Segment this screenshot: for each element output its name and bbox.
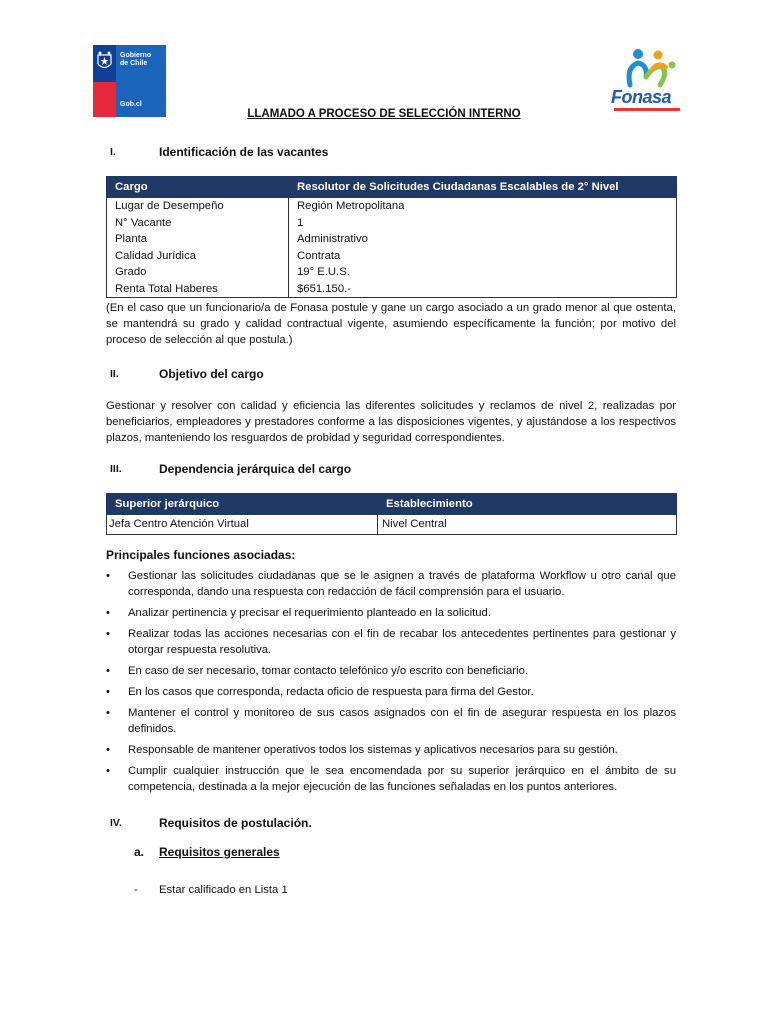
section-4-title: Requisitos de postulación. <box>159 816 312 830</box>
dependency-header-superior: Superior jerárquico <box>107 494 378 515</box>
coat-of-arms-icon <box>95 49 114 74</box>
function-text: Gestionar las solicitudes ciudadanas que se le asignen a través de plataforma Workflow u otro canal que corresponda, dando una respuesta con redacción de fácil comprensión para el usuario. <box>128 570 676 598</box>
bullet-icon: • <box>106 765 110 777</box>
function-text: Realizar todas las acciones necesarias con el fin de recabar los antecedentes pertinentes para gestionar y otorgar respuesta resolutiva. <box>128 628 676 656</box>
bullet-icon: • <box>106 665 110 677</box>
vacancy-table-header <box>107 177 677 198</box>
list-item <box>106 626 676 658</box>
function-text: Cumplir cualquier instrucción que le sea encomendada por su superior jerárquico en el ámbito de su competencia, destinada a la mejor ejecución de las funciones señaladas en los puntos anteriores. <box>128 765 676 793</box>
vacancy-header-value: Resolutor de Solicitudes Ciudadanas Escalables de 2° Nivel <box>289 177 677 198</box>
requirement-item: Estar calificado en Lista 1 <box>159 884 288 896</box>
fonasa-logo <box>608 45 686 113</box>
list-item <box>106 568 676 600</box>
section-4-number: IV. <box>110 817 122 829</box>
vacancy-header-label: Cargo <box>107 177 289 198</box>
table-row <box>107 281 677 298</box>
dash-icon: - <box>134 884 138 896</box>
bullet-icon: • <box>106 707 110 719</box>
function-text: En caso de ser necesario, tomar contacto telefónico y/o escrito con beneficiario. <box>128 665 528 677</box>
row-label: Lugar de Desempeño <box>107 198 289 215</box>
row-label: N° Vacante <box>107 215 289 232</box>
dependency-table-header <box>107 494 677 515</box>
row-value: Administrativo <box>289 231 677 248</box>
vacancy-table <box>106 176 677 298</box>
section-3-title: Dependencia jerárquica del cargo <box>159 462 352 476</box>
row-value: Región Metropolitana <box>289 198 677 215</box>
list-item <box>106 663 676 679</box>
functions-title: Principales funciones asociadas: <box>106 548 296 562</box>
row-label: Renta Total Haberes <box>107 281 289 298</box>
section-3-number: III. <box>110 463 122 475</box>
row-value: Contrata <box>289 248 677 265</box>
fonasa-wordmark: Fonasa <box>611 87 672 107</box>
list-item <box>106 684 676 700</box>
section-2-title: Objetivo del cargo <box>159 367 264 381</box>
logo-text <box>120 52 151 68</box>
logo-line-2: de Chile <box>120 60 148 67</box>
requirements-sub-title: Requisitos generales <box>159 845 280 859</box>
logo-blue-band <box>93 45 116 82</box>
superior-value: Jefa Centro Atención Virtual <box>107 515 378 535</box>
objective-text: Gestionar y resolver con calidad y eficiencia las diferentes solicitudes y reclamos de nivel 2, realizadas por beneficiarios, empleadores y prestadores conforme a las disposiciones vigentes, y ajustándose a los respectivos plazos, manteniendo los resguardos de probidad y seguridad correspondientes. <box>106 400 676 444</box>
table-row <box>107 198 677 215</box>
function-text: Mantener el control y monitoreo de sus casos asignados con el fin de asegurar respuesta en los plazos definidos. <box>128 707 676 735</box>
vacancy-note: (En el caso que un funcionario/a de Fonasa postule y gane un cargo asociado a un grado menor al que ostenta, se mantendrá su grado y calidad contractual vigente, asumiendo específicamente la función; por motivo del proceso de selección al que postula.) <box>106 302 676 346</box>
bullet-icon: • <box>106 686 110 698</box>
table-row <box>107 231 677 248</box>
fonasa-figures-icon <box>608 45 686 89</box>
section-1-number: I. <box>110 146 116 158</box>
function-text: En los casos que corresponda, redacta oficio de respuesta para firma del Gestor. <box>128 686 534 698</box>
row-value: $651.150.- <box>289 281 677 298</box>
functions-list <box>106 568 676 800</box>
list-item <box>106 605 676 621</box>
bullet-icon: • <box>106 570 110 582</box>
establishment-value: Nivel Central <box>378 515 677 535</box>
gobierno-de-chile-logo <box>93 45 166 117</box>
section-1-title: Identificación de las vacantes <box>159 145 329 159</box>
row-label: Calidad Jurídica <box>107 248 289 265</box>
logo-url: Gob.cl <box>120 101 142 108</box>
table-row <box>107 215 677 232</box>
table-row <box>107 515 677 535</box>
dependency-header-establishment: Establecimiento <box>378 494 677 515</box>
row-value: 1 <box>289 215 677 232</box>
requirements-sub-letter: a. <box>134 845 145 859</box>
dependency-table <box>106 493 677 535</box>
row-label: Planta <box>107 231 289 248</box>
table-row <box>107 264 677 281</box>
table-row <box>107 248 677 265</box>
document-title: LLAMADO A PROCESO DE SELECCIÓN INTERNO <box>247 108 521 120</box>
function-text: Analizar pertinencia y precisar el requerimiento planteado en la solicitud. <box>128 607 491 619</box>
list-item <box>106 763 676 795</box>
logo-line-1: Gobierno <box>120 52 152 59</box>
logo-main-block <box>116 45 166 117</box>
bullet-icon: • <box>106 744 110 756</box>
row-value: 19° E.U.S. <box>289 264 677 281</box>
bullet-icon: • <box>106 607 110 619</box>
bullet-icon: • <box>106 628 110 640</box>
function-text: Responsable de mantener operativos todos los sistemas y aplicativos necesarios para su gestión. <box>128 744 618 756</box>
row-label: Grado <box>107 264 289 281</box>
list-item <box>106 742 676 758</box>
list-item <box>106 705 676 737</box>
section-2-number: II. <box>110 368 119 380</box>
